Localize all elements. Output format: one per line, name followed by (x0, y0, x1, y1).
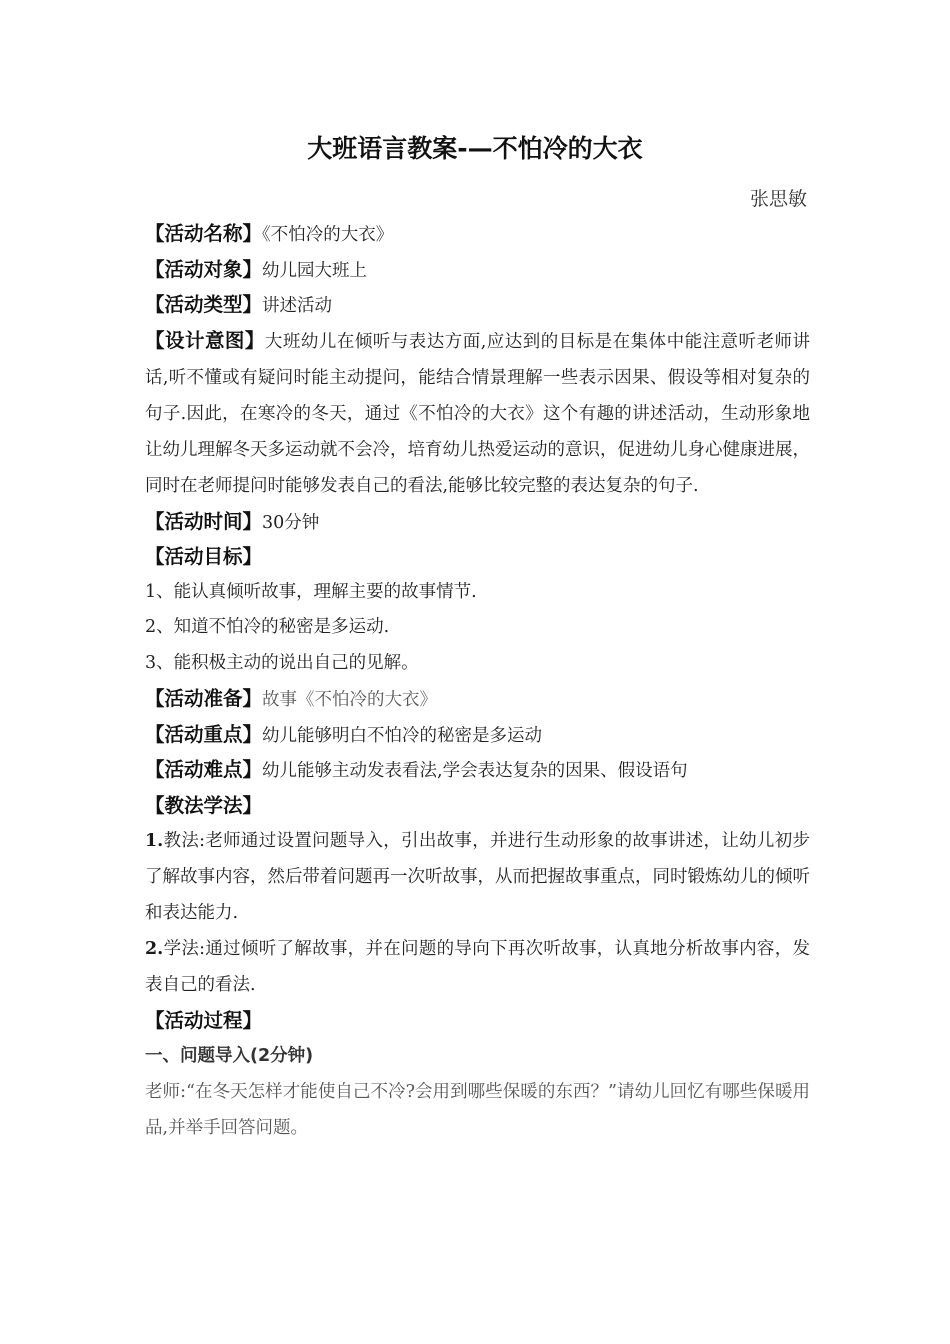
activity-name-label: 【活动名称】 (145, 222, 263, 245)
design-intent-paragraph (145, 323, 810, 504)
activity-name-row (145, 216, 810, 252)
design-intent-label: 【设计意图】 (145, 328, 265, 352)
activity-target-value: 幼儿园大班上 (262, 260, 368, 281)
activity-difficulty-row (145, 752, 810, 788)
goal-item: 3、能积极主动的说出自己的见解。 (145, 652, 419, 673)
goal-item: 2、知道不怕冷的秘密是多运动. (145, 617, 390, 637)
teaching-method-paragraph (145, 823, 810, 931)
goal-item: 1、能认真倾听故事，理解主要的故事情节. (145, 581, 477, 602)
process-step-text: 老师:“在冬天怎样才能使自己不冷?会用到哪些保暖的东西？”请幼儿回忆有哪些保暖用品,并举手回答问题。 (145, 1082, 810, 1138)
learning-method-number: 2. (145, 939, 164, 959)
activity-goals-label: 【活动目标】 (145, 545, 263, 568)
methods-label: 【教法学法】 (145, 793, 263, 817)
document-body (145, 216, 810, 1146)
activity-target-label: 【活动对象】 (145, 257, 263, 281)
process-heading (145, 1003, 810, 1039)
activity-prep-row (145, 681, 810, 717)
activity-target-row (145, 252, 810, 288)
author-name: 张思敏 (749, 188, 807, 210)
learning-method-paragraph (145, 931, 810, 1003)
activity-time-value: 30分钟 (262, 512, 320, 533)
page-title: 大班语言教案-—不怕冷的大衣 (307, 134, 643, 163)
activity-key-row (145, 717, 810, 753)
activity-key-label: 【活动重点】 (145, 722, 263, 746)
activity-type-value: 讲述活动 (262, 296, 333, 316)
activity-name-value: 《不怕冷的大衣》 (262, 225, 394, 245)
methods-heading (145, 788, 810, 824)
activity-difficulty-value: 幼儿能够主动发表看法,学会表达复杂的因果、假设语句 (262, 761, 688, 781)
activity-difficulty-label: 【活动难点】 (145, 758, 263, 781)
activity-key-value: 幼儿能够明白不怕冷的秘密是多运动 (262, 725, 543, 746)
activity-time-row (145, 504, 810, 540)
activity-prep-label: 【活动准备】 (145, 687, 263, 710)
activity-goals-heading (145, 539, 810, 575)
teaching-method-number: 1. (145, 831, 164, 851)
learning-method-text: 学法:通过倾听了解故事，并在问题的导向下再次听故事，认真地分析故事内容，发表自己的看法. (145, 939, 810, 995)
activity-type-label: 【活动类型】 (145, 293, 263, 316)
teaching-method-text: 教法:老师通过设置问题导入，引出故事，并进行生动形象的故事讲述，让幼儿初步了解故事内容，然后带着问题再一次听故事，从而把握故事重点，同时锻炼幼儿的倾听和表达能力. (145, 831, 810, 923)
activity-prep-value: 故事《不怕冷的大衣》 (262, 690, 438, 710)
activity-type-row (145, 287, 810, 323)
process-step-heading: 一、问题导入(2分钟) (145, 1045, 314, 1066)
process-label: 【活动过程】 (145, 1009, 263, 1032)
activity-time-label: 【活动时间】 (145, 509, 263, 533)
design-intent-text: 大班幼儿在倾听与表达方面,应达到的目标是在集体中能注意听老师讲话,听不懂或有疑问时能主动提问，能结合情景理解一些表示因果、假设等相对复杂的句子.因此，在寒冷的冬天，通过《不怕冷的大衣》这个有趣的讲述活动，生动形象地让幼儿理解冬天多运动就不会冷，培育幼儿热爱运动的意识，促进幼儿身心健康进展，同时在老师提问时能够发表自己的看法,能够比较完整的表达复杂的句子. (145, 331, 810, 496)
